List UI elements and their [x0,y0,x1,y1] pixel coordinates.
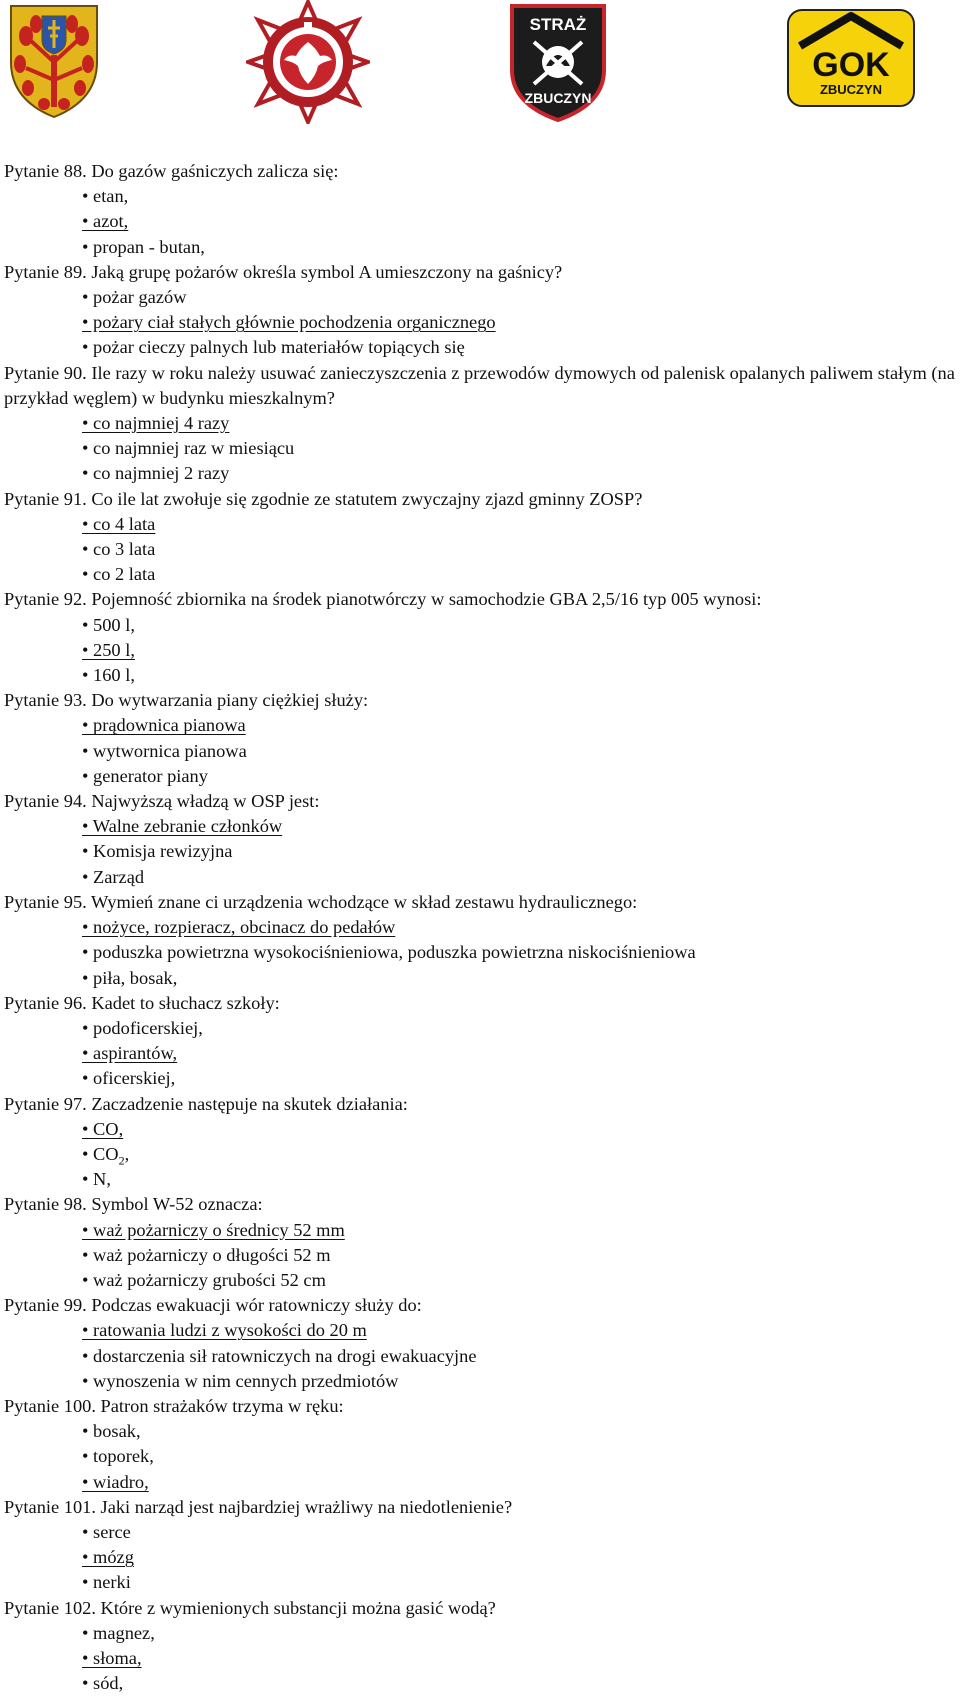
answer-option [4,1167,956,1192]
question-text: Pytanie 100. Patron strażaków trzyma w ręku: [4,1395,344,1416]
answer-option [4,184,956,209]
question-text: Pytanie 97. Zaczadzenie następuje na skutek działania: [4,1093,408,1114]
answer-text: • waż pożarniczy grubości 52 cm [82,1269,326,1290]
answer-text: • waż pożarniczy o długości 52 m [82,1244,331,1265]
answer-text: • etan, [82,186,129,207]
answer-text: • generator piany [82,765,208,786]
answer-option-correct [4,1041,956,1066]
logo-strip [0,0,960,150]
answer-text: • dostarczenia sił ratowniczych na drogi ewakuacyjne [82,1345,477,1366]
answer-text: • co 3 lata [82,539,156,560]
answer-option [4,1671,956,1696]
answer-option [4,663,956,688]
answer-option [4,1243,956,1268]
answer-text: • co najmniej 2 razy [82,463,230,484]
answer-option [4,865,956,890]
question-text: Pytanie 101. Jaki narząd jest najbardziej wrażliwy na niedotlenienie? [4,1496,513,1517]
answer-option-correct [4,713,956,738]
answer-option [4,461,956,486]
answer-option-correct [4,411,956,436]
answer-text: • prądownica pianowa [82,715,246,736]
answer-text: • magnez, [82,1622,155,1643]
question-block [4,1092,956,1193]
answer-text: • podoficerskiej, [82,1017,203,1038]
question-text: Pytanie 94. Najwyższą władzą w OSP jest: [4,791,320,812]
answer-text: • nożyce, rozpieracz, obcinacz do pedałów [82,917,396,938]
question-block [4,587,956,688]
answer-text: • co 2 lata [82,564,156,585]
answer-option [4,839,956,864]
answer-list [4,1016,956,1092]
answer-option-correct [4,1318,956,1343]
answer-list [4,1621,956,1697]
answer-text: • Komisja rewizyjna [82,841,233,862]
answer-text: • sód, [82,1673,124,1694]
question-block [4,159,956,260]
fire-brigade-zbuczyn-badge-icon [508,0,608,122]
answer-text: • słoma, [82,1647,142,1668]
question-text: Pytanie 88. Do gazów gaśniczych zalicza się: [4,161,339,181]
answer-option [4,1066,956,1091]
question-block [4,991,956,1092]
answer-text: • 160 l, [82,665,135,686]
answer-option-correct [4,1218,956,1243]
gok-main-text: GOK [812,46,890,84]
answer-option [4,1419,956,1444]
answer-option [4,1444,956,1469]
answer-text: • wiadro, [82,1471,149,1492]
answer-list [4,713,956,789]
answer-text: • 250 l, [82,639,135,660]
question-block [4,789,956,890]
answer-option-correct [4,209,956,234]
question-text: Pytanie 95. Wymień znane ci urządzenia wchodzące w skład zestawu hydraulicznego: [4,891,638,912]
answer-option [4,335,956,360]
answer-list [4,184,956,260]
question-text: Pytanie 98. Symbol W-52 oznacza: [4,1194,263,1215]
answer-text [82,1143,130,1168]
badge-top-label: STRAŻ [529,15,587,34]
question-block [4,1394,956,1495]
answer-list [4,285,956,361]
answer-option [4,613,956,638]
answer-text: • co najmniej raz w miesiącu [82,438,295,459]
answer-text: • azot, [82,211,129,232]
answer-main: • CO [82,1143,119,1164]
answer-option-correct [4,1545,956,1570]
answer-list [4,411,956,487]
answer-option [4,940,956,965]
answer-option [4,235,956,260]
answer-option-correct [4,1117,956,1142]
answer-text: • serce [82,1521,131,1542]
answer-option [4,562,956,587]
question-text: Pytanie 89. Jaką grupę pożarów określa symbol A umieszczony na gaśnicy? [4,261,563,282]
question-block [4,487,956,588]
answer-text: • pożary ciał stałych głównie pochodzenia organicznego [82,312,496,333]
question-text: Pytanie 96. Kadet to słuchacz szkoły: [4,992,280,1013]
answer-option [4,436,956,461]
question-text: Pytanie 93. Do wytwarzania piany ciężkiej służy: [4,690,369,711]
answer-text: • waż pożarniczy o średnicy 52 mm [82,1219,345,1240]
question-text: Pytanie 90. Ile razy w roku należy usuwać zanieczyszczenia z przewodów dymowych od palenisk opalanych paliwem stałym (na przykład węglem) w budynku mieszkalnym? [4,362,955,408]
answer-text: • ratowania ludzi z wysokości do 20 m [82,1320,367,1341]
answer-option-correct [4,915,956,940]
answer-option [4,966,956,991]
question-block [4,1293,956,1394]
answer-text: • poduszka powietrzna wysokociśnieniowa, poduszka powietrzna niskociśnieniowa [82,942,696,963]
answer-list [4,1218,956,1294]
question-block [4,1495,956,1596]
question-block [4,1596,956,1697]
answer-option-correct [4,638,956,663]
question-list [4,159,956,1696]
answer-list [4,613,956,689]
question-block [4,688,956,789]
answer-text: • bosak, [82,1421,141,1442]
answer-list [4,1117,956,1193]
question-text: Pytanie 91. Co ile lat zwołuje się zgodnie ze statutem zwyczajny zjazd gminny ZOSP? [4,488,643,509]
answer-subscript: 2 [118,1153,125,1168]
answer-text: • mózg [82,1547,134,1568]
municipal-coat-of-arms-icon [8,0,100,120]
answer-list [4,512,956,588]
answer-option [4,1621,956,1646]
answer-text: • co najmniej 4 razy [82,413,230,434]
answer-option [4,764,956,789]
answer-text: • pożar cieczy palnych lub materiałów topiących się [82,337,465,358]
answer-option [4,1142,956,1167]
question-block [4,260,956,361]
answer-list [4,1419,956,1495]
answer-option [4,285,956,310]
answer-text: • Walne zebranie członków [82,816,283,837]
answer-text: • aspirantów, [82,1043,178,1064]
question-block [4,890,956,991]
badge-bottom-label: ZBUCZYN [524,90,592,106]
answer-text: • co 4 lata [82,513,156,534]
answer-option-correct [4,310,956,335]
question-text: Pytanie 99. Podczas ewakuacji wór ratowniczy służy do: [4,1295,422,1316]
osp-union-emblem-icon [246,0,370,124]
answer-option-correct [4,1470,956,1495]
question-block [4,361,956,487]
answer-text: • pożar gazów [82,287,187,308]
gok-zbuczyn-logo-icon [786,0,916,108]
answer-list [4,1318,956,1394]
answer-text: • wytwornica pianowa [82,740,247,761]
answer-option [4,1268,956,1293]
answer-text: • 500 l, [82,614,135,635]
question-text: Pytanie 102. Które z wymienionych substancji można gasić wodą? [4,1597,496,1618]
answer-text: • propan - butan, [82,236,205,257]
answer-text: • toporek, [82,1446,154,1467]
answer-tail: , [124,1143,130,1164]
answer-option [4,1520,956,1545]
answer-option [4,1016,956,1041]
answer-text: • nerki [82,1572,131,1593]
answer-option [4,739,956,764]
answer-list [4,814,956,890]
answer-text: • Zarząd [82,866,145,887]
answer-text: • piła, bosak, [82,967,178,988]
answer-option [4,1369,956,1394]
answer-option-correct [4,512,956,537]
answer-option [4,1570,956,1595]
question-text: Pytanie 92. Pojemność zbiornika na środek pianotwórczy w samochodzie GBA 2,5/16 typ 005 wynosi: [4,589,762,610]
question-block [4,1192,956,1293]
gok-sub-text: ZBUCZYN [819,82,883,97]
answer-list [4,915,956,991]
answer-option-correct [4,814,956,839]
answer-text: • oficerskiej, [82,1068,176,1089]
answer-option [4,1344,956,1369]
answer-text: • N, [82,1169,111,1190]
answer-text: • CO, [82,1118,124,1139]
answer-option [4,537,956,562]
answer-list [4,1520,956,1596]
answer-text: • wynoszenia w nim cennych przedmiotów [82,1370,399,1391]
answer-option-correct [4,1646,956,1671]
